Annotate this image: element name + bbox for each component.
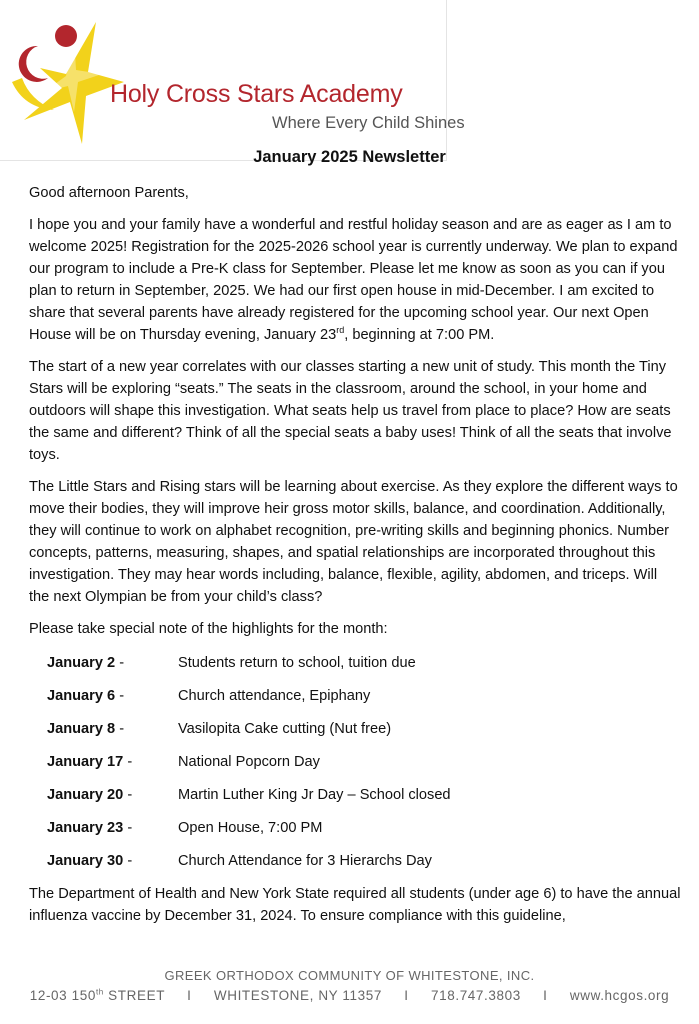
list-item: January 8 - Vasilopita Cake cutting (Nut free) [47, 721, 392, 737]
highlights-list [47, 652, 681, 872]
list-item: January 2 - Students return to school, tuition due [47, 655, 416, 671]
footer-org: GREEK ORTHODOX COMMUNITY OF WHITESTONE, INC. [164, 968, 535, 983]
newsletter-title: January 2025 Newsletter [253, 148, 446, 166]
footer-street: 12-03 150th STREET [29, 987, 165, 1003]
footer-phone: 718.747.3803 [431, 988, 521, 1003]
footer-contact: 12-03 150th STREET I WHITESTONE, NY 11357 I 718.747.3803 I www.hcgos.org [29, 987, 670, 1003]
paragraph-tiny-stars: The start of a new year correlates with our classes starting a new unit of study. This month the Tiny Stars will be exploring “seats.” The seats in the classroom, around the school, in your home and outdoors will shape this investigation. What seats help us travel from place to place? How are seats the same and different? Think of all the special seats a baby uses! Think of all the seats that involve toys. [29, 359, 672, 463]
paragraph-registration: I hope you and your family have a wonderful and restful holiday season and are as eager as I am to welcome 2025! Registration for the 2025-2026 school year is currently underway. We plan to expand our program to include a Pre-K class for September. Please let me know as soon as you can if you plan to return in September, 2025. We had our first open house in mid-December. I am excited to share that several parents have already registered for the upcoming school year. Our next Open House will be on Thursday evening, January 23rd, beginning at 7:00 PM. [29, 217, 678, 343]
list-item: January 30 - Church Attendance for 3 Hierarchs Day [47, 853, 432, 869]
paragraph-vaccine: The Department of Health and New York State required all students (under age 6) to have the annual influenza vaccine by December 31, 2024. To ensure compliance with this guideline, [29, 886, 681, 924]
footer [0, 966, 699, 1006]
paragraph-little-stars: The Little Stars and Rising stars will be learning about exercise. As they explore the different ways to move their bodies, they will improve heir gross motor skills, balance, and coordination. Additionally, they will continue to work on alphabet recognition, pre-writing skills and beginning phonics. Number concepts, patterns, measuring, shapes, and spatial relationships are incorporated throughout this investigation. They may hear words including, balance, flexible, agility, abdomen, and triceps. Will the next Olympian be from your child’s class? [29, 479, 678, 605]
newsletter-body [29, 182, 681, 937]
footer-city: WHITESTONE, NY 11357 [213, 988, 382, 1003]
footer-website: www.hcgos.org [569, 988, 670, 1003]
list-item: January 6 - Church attendance, Epiphany [47, 688, 371, 704]
tagline: Where Every Child Shines [272, 114, 465, 132]
list-item: January 20 - Martin Luther King Jr Day – School closed [47, 787, 451, 803]
list-item: January 23 - Open House, 7:00 PM [47, 820, 323, 836]
org-name: Holy Cross Stars Academy [110, 80, 403, 108]
list-item: January 17 - National Popcorn Day [47, 754, 320, 770]
header-vertical-divider [446, 0, 447, 161]
paragraph-highlights-intro: Please take special note of the highlights for the month: [29, 621, 388, 637]
greeting: Good afternoon Parents, [29, 185, 189, 201]
